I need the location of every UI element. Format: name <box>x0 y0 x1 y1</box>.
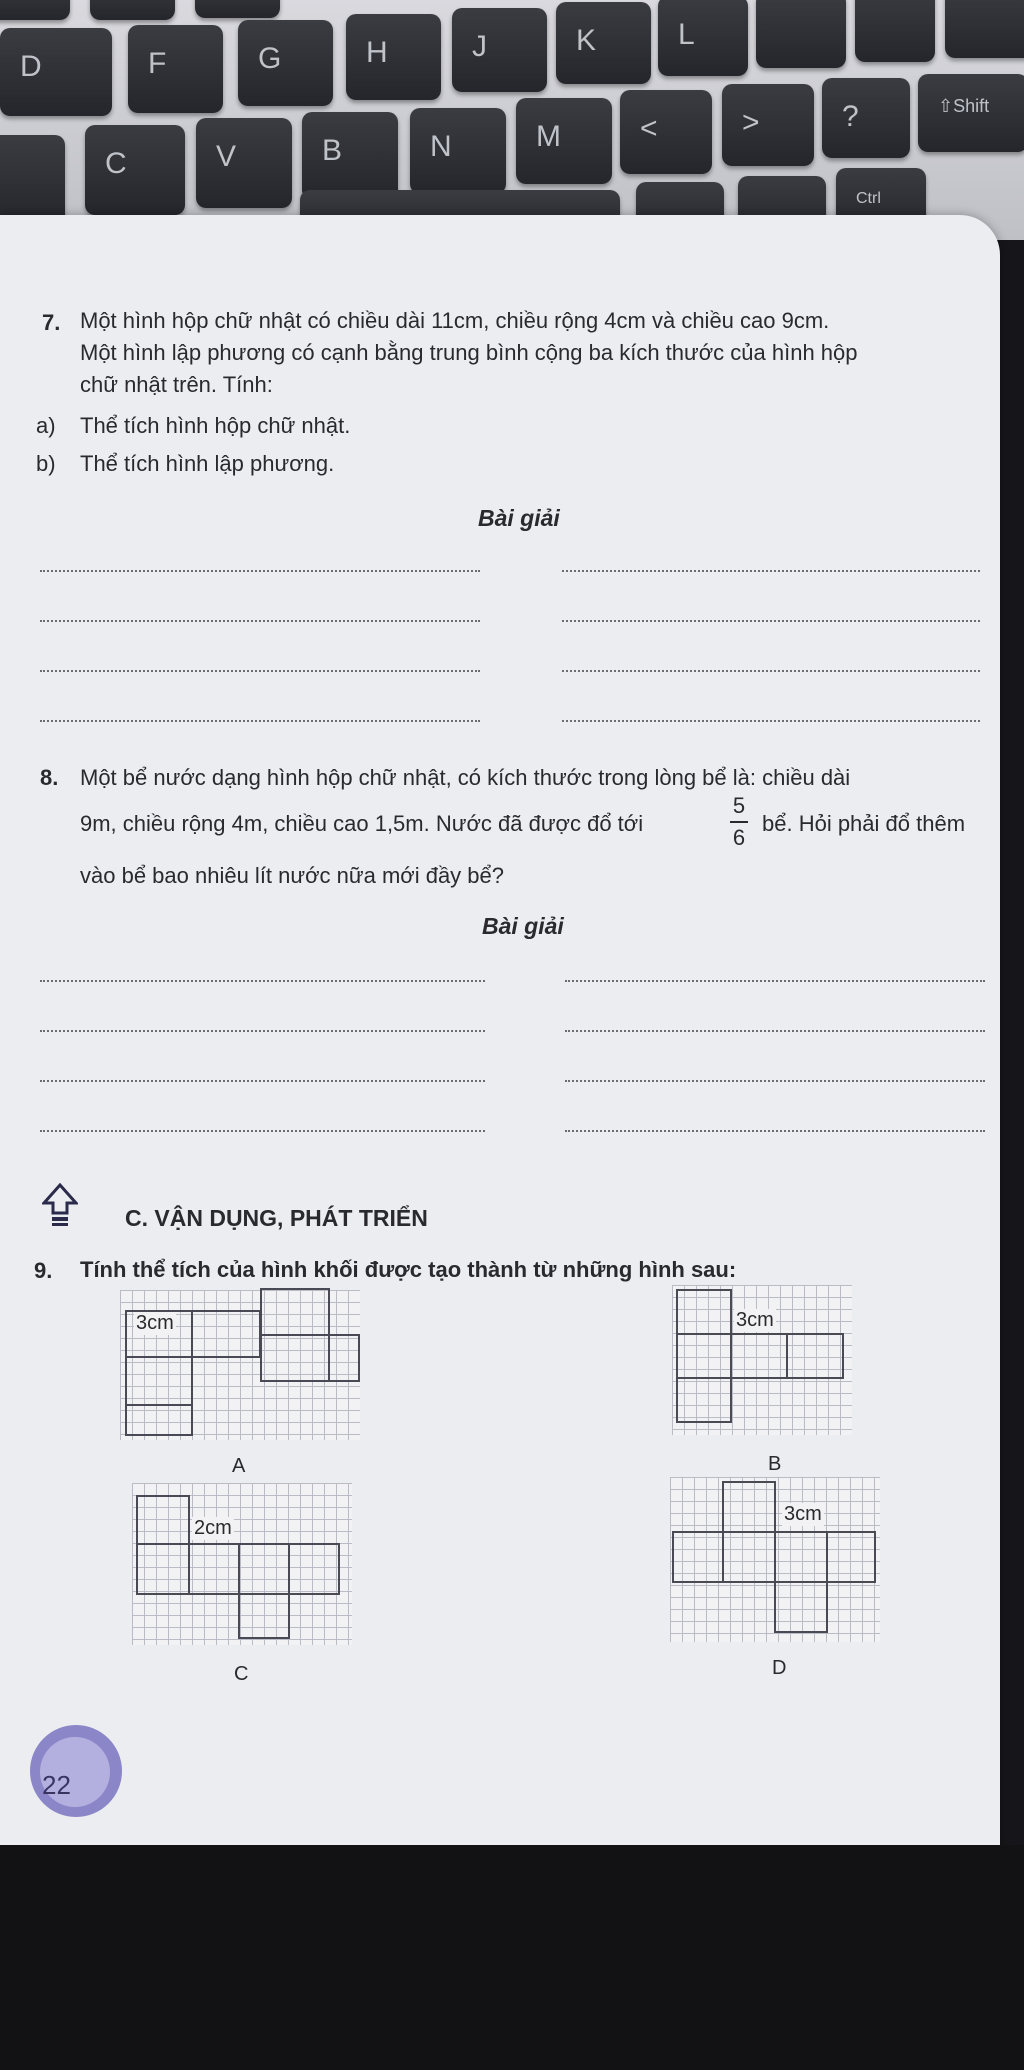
answer-line <box>565 1030 985 1032</box>
fraction-denominator: 6 <box>732 825 746 850</box>
keyboard-key <box>756 0 846 68</box>
keyboard-key <box>945 0 1024 58</box>
figure-a-square <box>260 1288 330 1336</box>
question-8-line-3: vào bể bao nhiêu lít nước nữa mới đầy bể? <box>80 863 505 888</box>
workbook-page <box>0 215 1000 1845</box>
key-comma: < <box>620 90 712 174</box>
answer-line <box>565 1130 985 1132</box>
question-8-number: 8. <box>40 765 59 790</box>
answer-line <box>40 1130 485 1132</box>
figure-d-square <box>722 1531 776 1583</box>
answer-line <box>562 570 980 572</box>
key-j: J <box>452 8 547 92</box>
figure-c-grid <box>132 1483 352 1645</box>
question-7-line-3: chữ nhật trên. Tính: <box>80 372 273 397</box>
keyboard-key <box>0 135 65 225</box>
question-8-line-2-before: 9m, chiều rộng 4m, chiều cao 1,5m. Nước đã được đổ tới <box>80 811 644 836</box>
figure-c-square <box>288 1543 340 1595</box>
table-surface <box>0 1845 1024 2070</box>
question-9-text: Tính thể tích của hình khối được tạo thành từ những hình sau: <box>80 1257 737 1282</box>
question-7-a-label: a) <box>36 413 56 438</box>
figure-b-square <box>730 1333 788 1379</box>
figure-c-square <box>188 1543 240 1595</box>
figure-d-square <box>826 1531 876 1583</box>
key-shift: ⇧Shift <box>918 74 1024 152</box>
answer-line <box>40 1030 485 1032</box>
fraction-numerator: 5 <box>732 793 746 818</box>
figure-b-label: B <box>768 1453 782 1475</box>
laptop-keyboard <box>0 0 1024 240</box>
answer-line <box>40 980 485 982</box>
figure-b-dimension: 3cm <box>736 1309 774 1331</box>
key-k: K <box>556 2 651 84</box>
figure-c-square <box>238 1593 290 1639</box>
figure-d-grid <box>670 1477 880 1642</box>
question-7-line-2: Một hình lập phương có cạnh bằng trung bình cộng ba kích thước của hình hộp <box>80 340 858 365</box>
figure-a-square <box>328 1334 360 1382</box>
figure-d-dimension: 3cm <box>784 1503 822 1525</box>
key-n: N <box>410 108 506 194</box>
key-ctrl: Ctrl <box>836 168 926 232</box>
key-h: H <box>346 14 441 100</box>
answer-line <box>40 720 480 722</box>
figure-b-square <box>786 1333 844 1379</box>
answer-line <box>40 1080 485 1082</box>
figure-c-square <box>238 1543 290 1595</box>
key-f: F <box>128 25 223 113</box>
answer-line <box>565 1080 985 1082</box>
fraction-five-sixths <box>730 793 748 851</box>
question-9-number: 9. <box>34 1258 53 1283</box>
key-slash: ? <box>822 78 910 158</box>
figure-c-square <box>136 1543 190 1595</box>
question-7-a-text: Thể tích hình hộp chữ nhật. <box>80 413 351 438</box>
figure-d-square <box>722 1481 776 1533</box>
keyboard-key <box>855 0 935 62</box>
question-8-line-1: Một bể nước dạng hình hộp chữ nhật, có kích thước trong lòng bể là: chiều dài <box>80 765 851 790</box>
figure-d-square <box>774 1581 828 1633</box>
question-7-solution-heading: Bài giải <box>478 505 560 531</box>
answer-line <box>562 620 980 622</box>
fraction-bar <box>730 821 748 823</box>
figure-a-label: A <box>232 1455 246 1477</box>
question-7-b-text: Thể tích hình lập phương. <box>80 451 335 476</box>
key-b: B <box>302 112 398 200</box>
figure-b-grid <box>672 1285 852 1435</box>
keyboard-key <box>0 0 70 20</box>
key-period: > <box>722 84 814 166</box>
page-number: 22 <box>42 1770 71 1800</box>
figure-a-dimension: 3cm <box>136 1312 174 1334</box>
figure-a-square <box>125 1356 193 1406</box>
key-g: G <box>238 20 333 106</box>
figure-c-label: C <box>234 1663 249 1685</box>
figure-b-square <box>676 1377 732 1423</box>
figure-a-grid <box>120 1290 360 1440</box>
arrow-up-icon <box>42 1183 78 1227</box>
figure-d-square <box>774 1531 828 1583</box>
question-7-number: 7. <box>42 310 61 335</box>
keyboard-key <box>90 0 175 20</box>
figure-c-dimension: 2cm <box>194 1517 232 1539</box>
keyboard-key <box>195 0 280 18</box>
figure-a-square <box>260 1334 330 1382</box>
question-8-line-2-after: bể. Hỏi phải đổ thêm <box>762 811 966 836</box>
question-8-solution-heading: Bài giải <box>482 913 564 939</box>
figure-a-square <box>191 1310 261 1358</box>
question-7-line-1: Một hình hộp chữ nhật có chiều dài 11cm, chiều rộng 4cm và chiều cao 9cm. <box>80 308 830 333</box>
question-7-b-label: b) <box>36 451 56 476</box>
answer-line <box>562 720 980 722</box>
key-d: D <box>0 28 112 116</box>
figure-b-square <box>676 1289 732 1335</box>
figure-b-square <box>676 1333 732 1379</box>
answer-line <box>565 980 985 982</box>
figure-d-label: D <box>772 1657 787 1679</box>
figure-c-square <box>136 1495 190 1545</box>
answer-line <box>40 620 480 622</box>
answer-line <box>40 670 480 672</box>
figure-a-square <box>125 1404 193 1436</box>
key-m: M <box>516 98 612 184</box>
answer-line <box>562 670 980 672</box>
figure-d-square <box>672 1531 724 1583</box>
key-v: V <box>196 118 292 208</box>
key-c: C <box>85 125 185 215</box>
answer-line <box>40 570 480 572</box>
key-l: L <box>658 0 748 76</box>
section-c-title: C. VẬN DỤNG, PHÁT TRIỂN <box>125 1205 428 1231</box>
